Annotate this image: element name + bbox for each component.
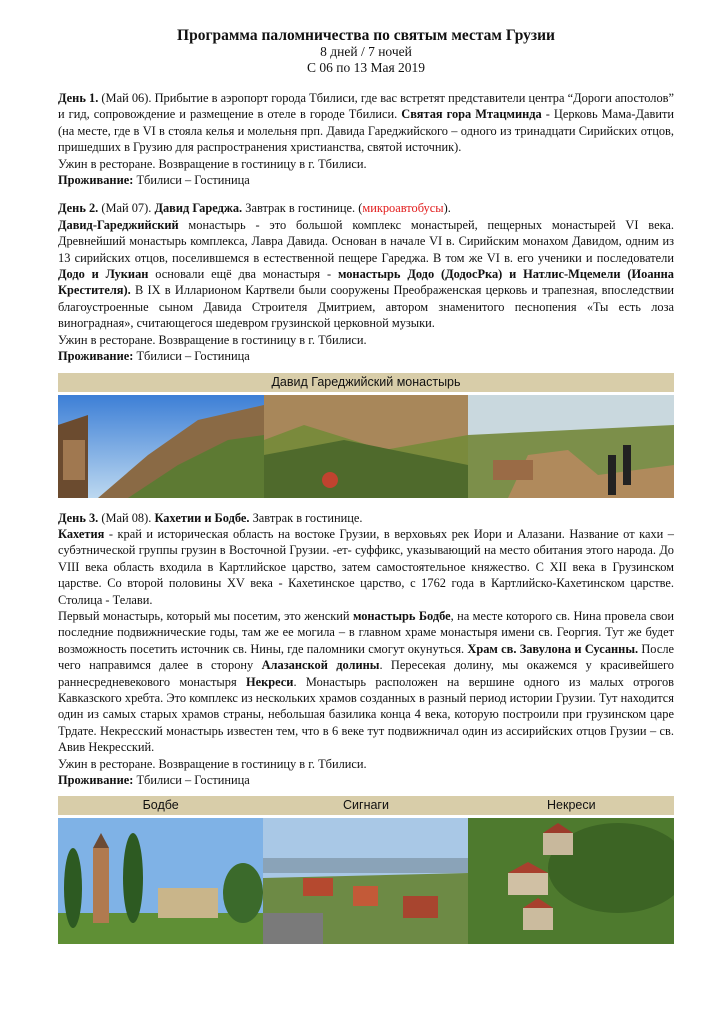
day-2-breakfast: Завтрак в гостинице. ( — [242, 201, 363, 216]
dodo-lukian-name: Додо и Лукиан — [58, 267, 149, 282]
day-3-photo-banner — [58, 796, 674, 815]
gareja-photo-strip — [58, 395, 674, 498]
tour-dates: С 06 по 13 Мая 2019 — [306, 60, 426, 75]
day-2-heading — [58, 200, 674, 216]
stay-label: Проживание: — [58, 349, 134, 364]
day-1-section — [58, 90, 674, 188]
nekresi-name: Некреси — [245, 674, 294, 689]
day-3-breakfast: Завтрак в гостинице. — [249, 510, 363, 525]
day-1-text-cont: - Церковь Мама-Давити (на месте, где в VI в стояла келья и молельня прп. Давида Гареджийского – одного из тринадцати Сирийских отцов, пришедших в Грузию для распространения христианства, святой источник). — [58, 107, 674, 155]
gareja-photo-3 — [468, 395, 674, 498]
photo-label-signagi: Сигнаги — [343, 798, 389, 813]
nekresi-photo — [468, 818, 674, 944]
alazani-name: Алазанской долины — [261, 658, 380, 673]
document-page — [58, 0, 674, 944]
photo-label-nekresi: Некреси — [547, 798, 596, 813]
day-3-section — [58, 510, 674, 945]
day-3-dinner: Ужин в ресторане. Возвращение в гостиницу в г. Тбилиси. — [58, 756, 367, 771]
stay-label: Проживание: — [58, 773, 134, 787]
day-1-dinner: Ужин в ресторане. Возвращение в гостиницу в г. Тбилиси. — [58, 156, 367, 171]
day-3-heading — [58, 510, 674, 526]
photo-label-bodbe: Бодбе — [142, 798, 179, 813]
document-title: Программа паломничества по святым местам Грузии — [177, 27, 555, 44]
day-2-text: монастырь - это большой комплекс монастырей, пещерных монастырей VI века. Древнейший монастырь комплекса, Лавра Давида. Основан в начале VI в. Сирийским монахом Давидом, одним из 13 сирийских отцов, поселившемся в естественной пещере Гареджа. В том же VI в. его ученики и последователи — [58, 217, 674, 265]
minibus-note: микроавтобусы — [362, 201, 444, 216]
day-1-text: (Май 06). Прибытие в аэропорт города Тбилиси, где вас встретят представители центра “Дороги апостолов” и гид, сопровождение и размещение в отеле в городе Тбилиси. — [58, 91, 674, 122]
stay-value: Тбилиси – Гостиница — [133, 173, 250, 188]
day-2-description — [58, 217, 674, 332]
mtatsminda-name: Святая гора Мтацминда — [401, 107, 542, 122]
day-2-text-cont: основали ещё два монастыря - — [148, 267, 338, 282]
zavulon-church-name: Храм св. Завулона и Сусанны. — [467, 641, 639, 656]
gareja-photo-banner: Давид Гареджийский монастырь — [58, 373, 674, 392]
day-1-stay — [58, 172, 674, 188]
bodbe-name: монастырь Бодбе — [352, 608, 451, 623]
day-3-label: День 3. — [58, 510, 99, 525]
day-1-intro — [58, 90, 674, 156]
day-3-kakheti — [58, 526, 674, 608]
gareja-photo-1 — [58, 395, 264, 498]
bodbe-photo — [58, 818, 263, 944]
day-3-text-cont3: . Пересекая долину, мы окажемся у красивейшего раннесредневекового монастыря — [58, 658, 674, 689]
day-3-text: Первый монастырь, который мы посетим, это женский — [58, 608, 353, 623]
day-3-photo-strip — [58, 818, 674, 944]
kakheti-bodbe-name: Кахетии и Бодбе. — [154, 510, 250, 525]
gareja-photo-2 — [264, 395, 468, 498]
gareja-name: Давид Гареджа. — [154, 201, 243, 216]
dodo-monastery-name: монастырь Додо (ДодосРка) и Натлис-Мцемели (Иоанна Крестителя). — [58, 267, 674, 298]
stay-label: Проживание: — [58, 173, 134, 188]
signagi-photo — [263, 818, 468, 944]
paren-close: ). — [443, 201, 451, 216]
document-header — [58, 28, 674, 76]
day-3-stay — [58, 772, 674, 788]
day-3-text-cont: , на месте которого св. Нина провела свои последние подвижнические годы, там же ее могила – в главном храме монастыря имени св. Георгия. Тут же будет возможность посетить источник св. Нины, где паломники смогут окунуться. — [58, 608, 675, 656]
stay-value: Тбилиси – Гостиница — [133, 773, 250, 787]
day-2-dinner: Ужин в ресторане. Возвращение в гостиницу в г. Тбилиси. — [58, 332, 367, 347]
day-3-text-cont2: После чего направимся далее в сторону — [58, 641, 674, 673]
stay-value: Тбилиси – Гостиница — [133, 349, 250, 364]
kakheti-name: Кахетия — [58, 526, 105, 541]
day-2-text-end: В IX в Илларионом Картвели были сооружены Преображенская церковь и трапезная, впоследствии благоустроенные сыном Давида Строителя Дмитрием, автором знаменитого песнопения «Ты есть лоза виноградная», считающегося шедевром грузинской церковной музыки. — [58, 283, 674, 331]
day-3-date: (Май 08). — [98, 510, 155, 525]
day-1-label: День 1. — [58, 91, 99, 105]
day-2-date: (Май 07). — [98, 201, 155, 216]
day-3-text-end: . Монастырь расположен на вершине одного из малых отрогов Кавказского хребта. Это комплекс из нескольких храмов созданных в разный период истории Грузии. Тут находится один из самых старых храмов страны, небольшая базилика конца 4 века, которую построили при грузинском царе Трдате. Некресский монастырь известен тем, что в 6 веке тут подвижничал один из ассирийских отцов Грузии – св. Авив Некресский. — [58, 674, 674, 755]
gareja-monastery-name: Давид-Гареджийский — [58, 217, 179, 232]
day-2-stay — [58, 348, 674, 364]
day-2-section — [58, 200, 674, 497]
day-2-label: День 2. — [58, 201, 99, 216]
tour-duration: 8 дней / 7 ночей — [320, 44, 412, 59]
kakheti-text: - край и историческая область на востоке Грузии, в верховьях рек Иори и Алазани. Название от кахи – субэтнической группы грузин в Восточной Грузии. -ет- суффикс, указывающий на место обитания этого народа. До VIII века область входила в Картлийское царство, затем самостоятельное княжество. С XII века в Грузинском царстве. Со второй половины XV века - Кахетинское царство, с 1762 года в Картлийско-Кахетинском царстве. Столица - Телави. — [58, 526, 674, 607]
day-3-monasteries — [58, 608, 674, 756]
